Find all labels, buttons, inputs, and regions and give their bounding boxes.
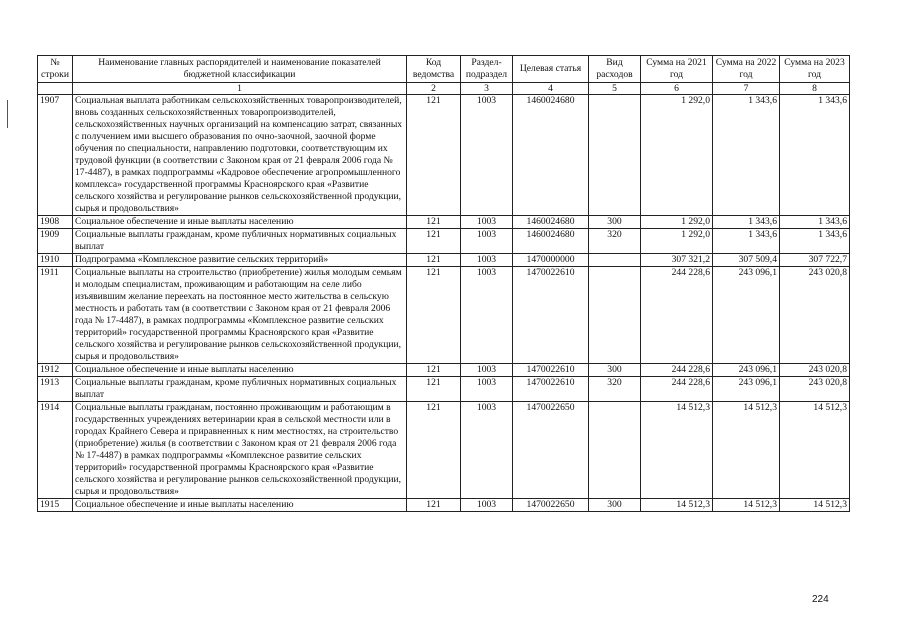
table-header-row (38, 56, 850, 83)
row-number: 1913 (38, 377, 73, 402)
row-sum-2022: 243 096,1 (713, 364, 780, 377)
row-number: 1908 (38, 216, 73, 229)
col-index: 3 (461, 83, 513, 95)
row-dept-code: 121 (407, 377, 461, 402)
row-target: 1470022610 (513, 377, 589, 402)
header-sum-2021: Сумма на 2021 год (641, 56, 713, 83)
row-dept-code: 121 (407, 254, 461, 267)
row-name: Подпрограмма «Комплексное развитие сельских территорий» (73, 254, 407, 267)
col-index: 8 (780, 83, 850, 95)
table-row (38, 402, 850, 499)
column-index-row (38, 83, 850, 95)
col-index: 6 (641, 83, 713, 95)
row-section: 1003 (461, 229, 513, 254)
row-target: 1470022650 (513, 402, 589, 499)
table-row (38, 95, 850, 216)
row-sum-2023: 1 343,6 (780, 229, 850, 254)
header-section: Раздел-подраздел (461, 56, 513, 83)
row-section: 1003 (461, 499, 513, 512)
row-name: Социальная выплата работникам сельскохозяйственных товаропроизводителей, вновь созданных сельскохозяйственных товаропроизводителей, сельскохозяйственных научных организаций на компенсацию затрат, связанных с получением ими высшего образования по очно-заочной, заочной форме обучения по специальности, направлению подготовки, соответствующим их трудовой функции (в соответствии с Законом края от 21 февраля 2006 года № 17-4487), в рамках подпрограммы «Кадровое обеспечение агропромышленного комплекса» государственной программы Красноярского края «Развитие сельского хозяйства и регулирование рынков сельскохозяйственной продукции, сырья и продовольствия» (73, 95, 407, 216)
page-number: 224 (812, 594, 829, 605)
row-sum-2023: 243 020,8 (780, 267, 850, 364)
row-sum-2023: 1 343,6 (780, 216, 850, 229)
col-index: 5 (589, 83, 641, 95)
row-section: 1003 (461, 364, 513, 377)
row-sum-2021: 14 512,3 (641, 402, 713, 499)
row-section: 1003 (461, 216, 513, 229)
table-row (38, 364, 850, 377)
row-sum-2023: 307 722,7 (780, 254, 850, 267)
row-expense-type: 300 (589, 216, 641, 229)
row-sum-2023: 243 020,8 (780, 364, 850, 377)
row-expense-type: 300 (589, 499, 641, 512)
row-section: 1003 (461, 254, 513, 267)
row-number: 1909 (38, 229, 73, 254)
row-sum-2022: 1 343,6 (713, 229, 780, 254)
row-dept-code: 121 (407, 499, 461, 512)
col-index: 1 (73, 83, 407, 95)
row-sum-2021: 1 292,0 (641, 216, 713, 229)
row-name: Социальное обеспечение и иные выплаты населению (73, 216, 407, 229)
row-expense-type: 320 (589, 229, 641, 254)
row-sum-2022: 14 512,3 (713, 402, 780, 499)
row-sum-2021: 244 228,6 (641, 267, 713, 364)
row-dept-code: 121 (407, 229, 461, 254)
table-row (38, 229, 850, 254)
row-number: 1915 (38, 499, 73, 512)
row-number: 1907 (38, 95, 73, 216)
row-target: 1460024680 (513, 229, 589, 254)
row-sum-2021: 244 228,6 (641, 377, 713, 402)
row-name: Социальное обеспечение и иные выплаты населению (73, 499, 407, 512)
row-sum-2022: 14 512,3 (713, 499, 780, 512)
table-row (38, 267, 850, 364)
row-sum-2021: 14 512,3 (641, 499, 713, 512)
row-name: Социальные выплаты гражданам, постоянно проживающим и работающим в государственных учреждениях ветеринарии края в сельской местности или в городах Крайнего Севера и приравненных к ним местностях, на строительство (приобретение) жилья (в соответствии с Законом края от 21 февраля 2006 года № 17-4487) в рамках подпрограммы «Комплексное развитие сельских территорий» государственной программы Красноярского края «Развитие сельского хозяйства и регулирование рынков сельскохозяйственной продукции, сырья и продовольствия» (73, 402, 407, 499)
row-dept-code: 121 (407, 216, 461, 229)
table-row (38, 216, 850, 229)
row-target: 1470022610 (513, 267, 589, 364)
row-sum-2023: 243 020,8 (780, 377, 850, 402)
row-expense-type (589, 402, 641, 499)
row-number: 1910 (38, 254, 73, 267)
row-expense-type (589, 267, 641, 364)
row-number: 1912 (38, 364, 73, 377)
row-section: 1003 (461, 402, 513, 499)
table-row (38, 499, 850, 512)
row-sum-2022: 243 096,1 (713, 377, 780, 402)
col-index: 4 (513, 83, 589, 95)
row-expense-type (589, 95, 641, 216)
row-sum-2023: 1 343,6 (780, 95, 850, 216)
row-dept-code: 121 (407, 402, 461, 499)
row-sum-2023: 14 512,3 (780, 402, 850, 499)
budget-table (37, 55, 850, 512)
row-target: 1460024680 (513, 95, 589, 216)
row-name: Социальные выплаты на строительство (приобретение) жилья молодым семьям и молодым специалистам, проживающим и работающим на селе либо изъявившим желание переехать на постоянное место жительства в сельскую местность и работать там (в соответствии с Законом края от 21 февраля 2006 года № 17-4487), в рамках подпрограммы «Комплексное развитие сельских территорий» государственной программы Красноярского края «Развитие сельского хозяйства и регулирование рынков сельскохозяйственной продукции, сырья и продовольствия» (73, 267, 407, 364)
row-name: Социальное обеспечение и иные выплаты населению (73, 364, 407, 377)
row-dept-code: 121 (407, 95, 461, 216)
header-target: Целевая статья (513, 56, 589, 83)
col-index (38, 83, 73, 95)
header-expense-type: Вид расходов (589, 56, 641, 83)
header-sum-2023: Сумма на 2023 год (780, 56, 850, 83)
row-sum-2021: 244 228,6 (641, 364, 713, 377)
header-dept-code: Код ведомства (407, 56, 461, 83)
row-target: 1470000000 (513, 254, 589, 267)
row-section: 1003 (461, 95, 513, 216)
row-target: 1470022650 (513, 499, 589, 512)
table-row (38, 377, 850, 402)
table-row (38, 254, 850, 267)
col-index: 7 (713, 83, 780, 95)
row-expense-type: 300 (589, 364, 641, 377)
header-row-no: № строки (38, 56, 73, 83)
row-target: 1460024680 (513, 216, 589, 229)
row-target: 1470022610 (513, 364, 589, 377)
row-dept-code: 121 (407, 267, 461, 364)
row-sum-2021: 307 321,2 (641, 254, 713, 267)
row-sum-2022: 1 343,6 (713, 95, 780, 216)
row-sum-2022: 243 096,1 (713, 267, 780, 364)
row-expense-type (589, 254, 641, 267)
row-number: 1911 (38, 267, 73, 364)
row-sum-2022: 307 509,4 (713, 254, 780, 267)
row-name: Социальные выплаты гражданам, кроме публичных нормативных социальных выплат (73, 377, 407, 402)
header-sum-2022: Сумма на 2022 год (713, 56, 780, 83)
row-dept-code: 121 (407, 364, 461, 377)
row-number: 1914 (38, 402, 73, 499)
row-expense-type: 320 (589, 377, 641, 402)
row-section: 1003 (461, 267, 513, 364)
row-sum-2021: 1 292,0 (641, 229, 713, 254)
row-section: 1003 (461, 377, 513, 402)
margin-mark (7, 100, 8, 128)
row-sum-2022: 1 343,6 (713, 216, 780, 229)
header-name: Наименование главных распорядителей и наименование показателей бюджетной классификации (73, 56, 407, 83)
row-sum-2023: 14 512,3 (780, 499, 850, 512)
col-index: 2 (407, 83, 461, 95)
row-sum-2021: 1 292,0 (641, 95, 713, 216)
row-name: Социальные выплаты гражданам, кроме публичных нормативных социальных выплат (73, 229, 407, 254)
